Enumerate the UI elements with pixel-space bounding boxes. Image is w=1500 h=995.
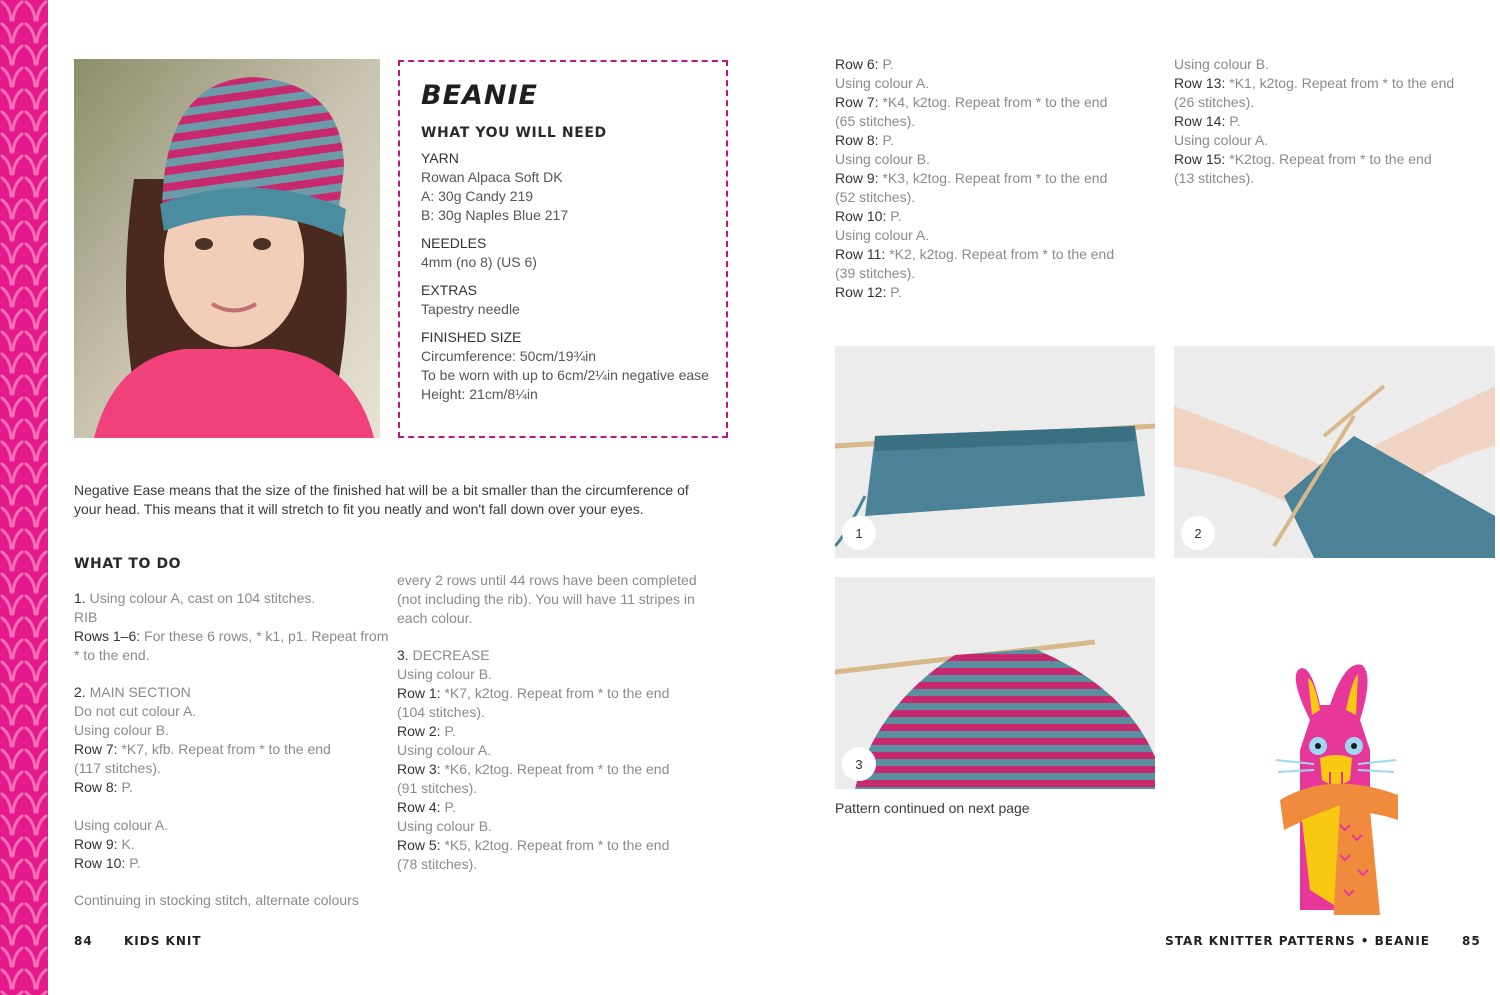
step-number-badge: 1 (842, 516, 876, 550)
instruction-line (835, 245, 1155, 264)
instruction-step-label: Row 4: (397, 799, 441, 816)
instruction-line (397, 609, 717, 628)
instruction-line (1174, 93, 1494, 112)
bunny-illustration (1270, 660, 1410, 922)
instruction-text: K. (117, 835, 135, 852)
instruction-line (74, 740, 384, 759)
instruction-text: DECREASE (408, 647, 490, 664)
instruction-line (1174, 55, 1494, 74)
what-to-do-heading: WHAT TO DO (74, 556, 182, 572)
instruction-line (835, 93, 1155, 112)
step-number-badge: 2 (1181, 516, 1215, 550)
instruction-line (835, 131, 1155, 150)
instruction-text: P. (878, 56, 894, 72)
instruction-step-label: 1. (74, 590, 86, 606)
instruction-step-label: Row 10: (835, 208, 887, 224)
instruction-line (74, 721, 384, 740)
step-number-badge: 3 (842, 747, 876, 781)
step-photo-3 (835, 577, 1155, 789)
instruction-line (74, 816, 384, 835)
yarn-line: Rowan Alpaca Soft DK (421, 169, 563, 185)
instruction-step-label: 2. (74, 684, 86, 701)
book-title: KIDS KNIT (124, 934, 202, 948)
step-photo-1 (835, 346, 1155, 558)
paragraph-gap (74, 797, 384, 815)
instruction-step-label: 3. (397, 647, 409, 664)
instruction-step-label: Row 13: (1174, 75, 1226, 91)
yarn-section (421, 149, 706, 225)
instruction-text: P. (878, 132, 894, 148)
extras-label: EXTRAS (421, 282, 478, 298)
instruction-line (397, 722, 717, 741)
instruction-text: Using colour B. (835, 151, 930, 167)
instruction-step-label: Row 14: (1174, 113, 1226, 129)
instruction-step-label: Row 5: (397, 837, 441, 854)
instruction-step-label: Row 9: (74, 835, 118, 852)
beanie-model-photo (74, 59, 380, 438)
yarn-label: YARN (421, 150, 459, 166)
pattern-title: BEANIE (421, 80, 539, 111)
instruction-step-label: Row 11: (835, 246, 886, 262)
instruction-text: Do not cut colour A. (74, 703, 197, 720)
instructions-column-3 (835, 55, 1155, 302)
instruction-text: (39 stitches). (835, 265, 916, 281)
instruction-line (835, 150, 1155, 169)
instruction-text: Using colour B. (397, 666, 492, 683)
instruction-line (74, 627, 389, 646)
instruction-text: For these 6 rows, * k1, p1. Repeat from (140, 628, 389, 644)
instruction-line (1174, 131, 1494, 150)
paragraph-gap (74, 665, 384, 683)
instruction-text: P. (440, 723, 456, 740)
instruction-text: Using colour A. (397, 742, 492, 759)
instruction-step-label: Row 10: (74, 854, 126, 871)
instruction-line (397, 817, 717, 836)
instruction-text: (13 stitches). (1174, 170, 1255, 186)
instruction-text: MAIN SECTION (85, 684, 191, 701)
decorative-spine (0, 0, 48, 995)
instruction-line (397, 646, 717, 665)
instruction-text: each colour. (397, 610, 473, 626)
instruction-step-label: Row 2: (397, 723, 441, 740)
instruction-line (835, 207, 1155, 226)
instruction-step-label: Row 15: (1174, 151, 1226, 167)
instruction-line (74, 589, 384, 608)
instruction-text: P. (117, 779, 133, 796)
instruction-line (74, 854, 384, 873)
materials-heading: WHAT YOU WILL NEED (421, 125, 607, 141)
page-number-left: 84 (74, 934, 93, 948)
instruction-text: P. (440, 799, 456, 816)
materials-box (398, 60, 728, 438)
instruction-line (835, 112, 1155, 131)
instruction-text: *K6, k2tog. Repeat from * to the end (440, 761, 670, 778)
instruction-line (1174, 74, 1494, 93)
instruction-line (397, 779, 717, 798)
instruction-step-label: Row 12: (835, 284, 887, 300)
instruction-line (74, 778, 384, 797)
paragraph-gap (397, 628, 717, 646)
extras-line: Tapestry needle (421, 301, 520, 317)
size-line: To be worn with up to 6cm/2¼in negative ease (421, 367, 709, 383)
instruction-text: (26 stitches). (1174, 94, 1255, 110)
instruction-text: Using colour A, cast on 104 stitches. (85, 590, 316, 606)
instruction-text: Using colour A. (74, 816, 169, 833)
instruction-text: (117 stitches). (74, 760, 161, 777)
instruction-line (397, 703, 717, 722)
instruction-line (835, 226, 1155, 245)
instructions-column-1 (74, 589, 389, 910)
instructions-column-4 (1174, 55, 1494, 188)
instruction-line (74, 608, 384, 627)
instruction-line (835, 55, 1155, 74)
needles-line: 4mm (no 8) (US 6) (421, 254, 537, 270)
step-photo-2 (1174, 346, 1495, 558)
instruction-line (397, 684, 717, 703)
instruction-text: P. (1225, 113, 1241, 129)
instruction-text: *K1, k2tog. Repeat from * to the end (1225, 75, 1455, 91)
instruction-text: P. (125, 854, 141, 871)
instruction-step-label: Row 7: (74, 741, 118, 758)
instruction-step-label: Row 1: (397, 685, 441, 702)
instruction-line (835, 283, 1155, 302)
instruction-step-label: Row 8: (835, 132, 879, 148)
instruction-text: every 2 rows until 44 rows have been completed (397, 572, 697, 588)
instruction-line (835, 188, 1155, 207)
size-label: FINISHED SIZE (421, 329, 522, 345)
instruction-text: * to the end. (74, 647, 150, 663)
instruction-text: *K7, kfb. Repeat from * to the end (117, 741, 331, 758)
instruction-step-label: Row 7: (835, 94, 879, 110)
size-line: Circumference: 50cm/19¾in (421, 348, 597, 364)
yarn-line: A: 30g Candy 219 (421, 188, 534, 204)
instruction-line (74, 759, 384, 778)
instruction-text: (52 stitches). (835, 189, 916, 205)
instruction-line (397, 741, 717, 760)
section-title: STAR KNITTER PATTERNS • BEANIE (1165, 934, 1430, 948)
instruction-line (835, 169, 1155, 188)
instruction-step-label: Row 3: (397, 761, 441, 778)
instruction-text: P. (886, 208, 902, 224)
instruction-text: Using colour A. (835, 227, 930, 243)
needles-label: NEEDLES (421, 235, 487, 251)
instruction-text: (104 stitches). (397, 704, 485, 721)
page-number-right: 85 (1462, 934, 1481, 948)
extras-section (421, 281, 706, 319)
instruction-text: Using colour B. (397, 818, 492, 835)
instruction-text: (78 stitches). (397, 856, 478, 873)
instruction-line (397, 760, 717, 779)
instruction-text: *K5, k2tog. Repeat from * to the end (440, 837, 670, 854)
paragraph-gap (74, 873, 384, 891)
instruction-step-label: Row 6: (835, 56, 879, 72)
ease-note-line: your head. This means that it will stretch to fit you neatly and won't fall down over your eyes. (74, 501, 644, 517)
instruction-line (74, 646, 384, 665)
needles-section (421, 234, 706, 272)
yarn-line: B: 30g Naples Blue 217 (421, 207, 569, 223)
instruction-line (397, 855, 717, 874)
instruction-line (74, 891, 384, 910)
instruction-line (397, 590, 717, 609)
instruction-line (74, 835, 384, 854)
instruction-line (835, 264, 1155, 283)
instruction-text: *K2tog. Repeat from * to the end (1225, 151, 1432, 167)
instruction-line (74, 702, 384, 721)
instruction-line (397, 665, 717, 684)
instruction-text: P. (886, 284, 902, 300)
instruction-line (835, 74, 1155, 93)
instruction-text: Continuing in stocking stitch, alternate colours (74, 891, 359, 908)
instruction-text: Using colour A. (1174, 132, 1269, 148)
instruction-step-label: Rows 1–6: (74, 628, 141, 644)
instruction-text: (65 stitches). (835, 113, 916, 129)
size-section (421, 328, 709, 404)
instructions-column-2 (397, 571, 717, 874)
ease-note-line: Negative Ease means that the size of the finished hat will be a bit smaller than the circumference of (74, 482, 689, 498)
instruction-text: *K4, k2tog. Repeat from * to the end (878, 94, 1108, 110)
instruction-line (1174, 150, 1494, 169)
instruction-line (397, 798, 717, 817)
instruction-text: *K2, k2tog. Repeat from * to the end (885, 246, 1115, 262)
instruction-line (1174, 169, 1494, 188)
instruction-text: RIB (74, 609, 98, 625)
instruction-line (74, 683, 384, 702)
instruction-text: *K3, k2tog. Repeat from * to the end (878, 170, 1108, 186)
instruction-text: (91 stitches). (397, 780, 478, 797)
ease-note (74, 481, 714, 519)
instruction-text: Using colour B. (74, 722, 169, 739)
instruction-text: Using colour B. (1174, 56, 1269, 72)
instruction-step-label: Row 9: (835, 170, 879, 186)
instruction-step-label: Row 8: (74, 779, 118, 796)
continued-note: Pattern continued on next page (835, 800, 1030, 816)
instruction-text: *K7, k2tog. Repeat from * to the end (440, 685, 670, 702)
instruction-line (397, 571, 717, 590)
size-line: Height: 21cm/8¼in (421, 386, 538, 402)
instruction-text: (not including the rib). You will have 11 stripes in (397, 591, 695, 607)
instruction-line (1174, 112, 1494, 131)
instruction-line (397, 836, 717, 855)
instruction-text: Using colour A. (835, 75, 930, 91)
